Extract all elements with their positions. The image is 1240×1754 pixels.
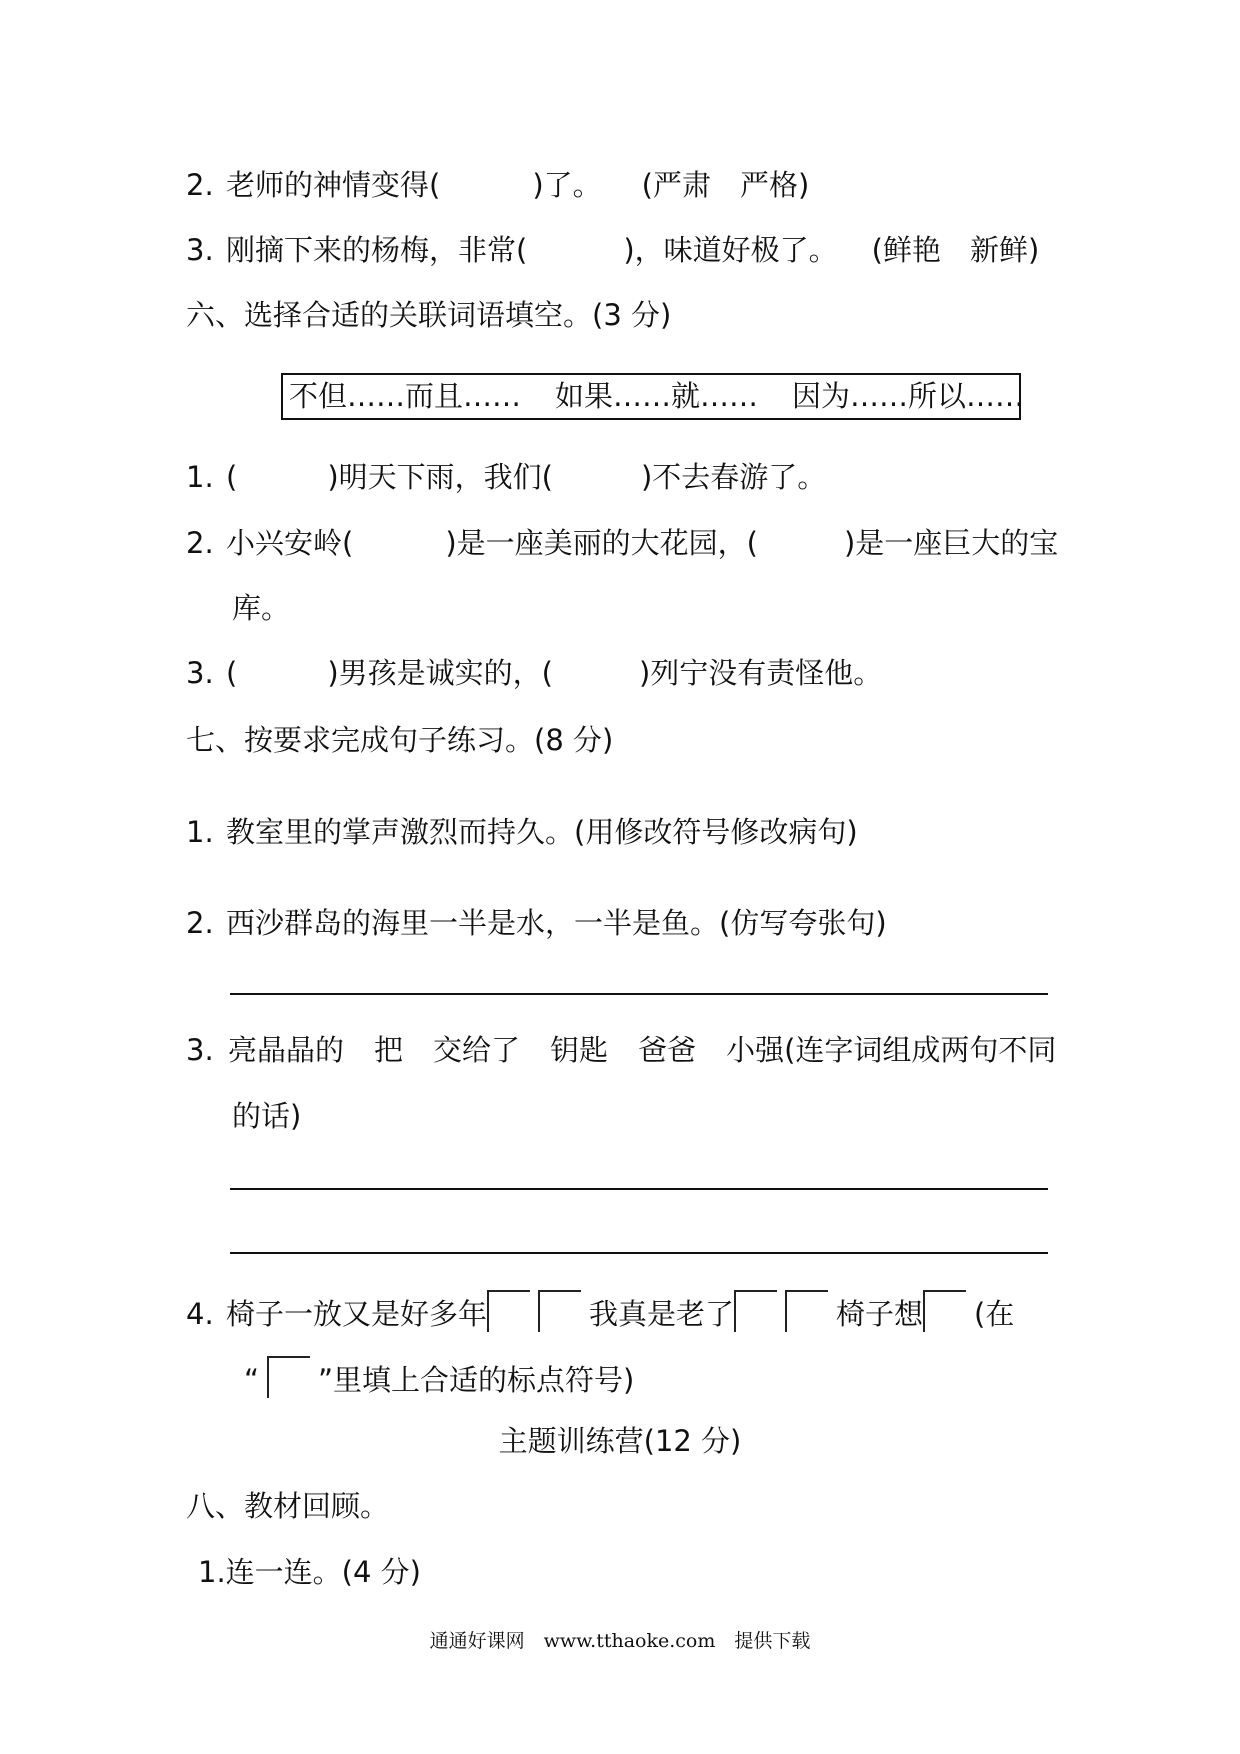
question-instruction: ”里填上合适的标点符号) <box>318 1363 635 1397</box>
question-number: 2. <box>186 906 214 940</box>
s5-question-2 <box>186 165 809 205</box>
question-text: )男孩是诚实的，( <box>327 656 553 690</box>
s6-question-3 <box>186 653 882 693</box>
word-item: 小强 <box>726 1033 785 1067</box>
word-item: 交给了 <box>433 1033 521 1067</box>
question-text: 刚摘下来的杨梅，非常( <box>226 233 528 267</box>
s7-question-1 <box>186 812 858 852</box>
s7-question-3-cont: 的话) <box>232 1099 302 1133</box>
punctuation-box[interactable] <box>538 1290 581 1332</box>
question-number: 1. <box>186 815 214 849</box>
s7-question-2 <box>186 903 887 943</box>
question-text: )了。 <box>532 168 602 202</box>
word-item: 钥匙 <box>550 1033 609 1067</box>
word-bank-item: 如果……就…… <box>555 379 759 413</box>
word-options: (鲜艳 新鲜) <box>871 233 1040 267</box>
question-number: 1. <box>186 460 214 494</box>
word-item: 亮晶晶的 <box>228 1033 345 1067</box>
question-number: 2. <box>186 168 214 202</box>
question-text: ( <box>226 656 238 690</box>
question-instruction: (用修改符号修改病句) <box>574 815 858 849</box>
s8-question-1: 1.连一连。(4 分) <box>198 1555 421 1589</box>
s5-question-3 <box>186 230 1039 270</box>
word-bank-item: 不但……而且…… <box>289 379 522 413</box>
s6-question-1 <box>186 457 826 497</box>
question-text: )不去春游了。 <box>640 460 827 494</box>
question-text: ( <box>226 460 238 494</box>
punctuation-box[interactable] <box>487 1290 530 1332</box>
theme-title: 主题训练营(12 分) <box>498 1424 742 1458</box>
word-item: 爸爸 <box>638 1033 697 1067</box>
question-number: 3. <box>186 656 214 690</box>
question-instruction: (连字词组成两句不同 <box>784 1033 1057 1067</box>
question-text: )列宁没有责怪他。 <box>638 656 883 690</box>
s7-question-4 <box>186 1290 1014 1330</box>
s6-question-2 <box>186 523 1058 563</box>
s7-question-3 <box>186 1030 1056 1070</box>
word-options: (严肃 严格) <box>641 168 810 202</box>
question-number: 4. <box>186 1297 214 1331</box>
answer-line[interactable] <box>230 1252 1048 1254</box>
section-6-title: 六、选择合适的关联词语填空。(3 分) <box>186 298 672 332</box>
question-text: 椅子一放又是好多年 <box>226 1297 488 1331</box>
question-instruction: (仿写夸张句) <box>719 906 887 940</box>
question-text: 我真是老了 <box>589 1297 735 1331</box>
question-text: 小兴安岭( <box>226 526 354 560</box>
punctuation-box[interactable] <box>734 1290 777 1332</box>
s6-question-2-cont: 库。 <box>232 591 291 625</box>
punctuation-box[interactable] <box>785 1290 828 1332</box>
answer-line[interactable] <box>230 1188 1048 1190</box>
quote-mark: “ <box>244 1363 260 1397</box>
question-text: 教室里的掌声激烈而持久。 <box>226 815 575 849</box>
question-text: 西沙群岛的海里一半是水，一半是鱼。 <box>226 906 720 940</box>
question-text: )明天下雨，我们( <box>327 460 553 494</box>
question-number: 3. <box>186 1033 214 1067</box>
section-8-title: 八、教材回顾。 <box>186 1489 390 1523</box>
punctuation-box[interactable] <box>923 1290 966 1332</box>
question-text: )是一座巨大的宝 <box>843 526 1059 560</box>
punctuation-box-example <box>267 1356 310 1398</box>
question-text: )，味道好极了。 <box>623 233 838 267</box>
word-item: 把 <box>374 1033 404 1067</box>
section-7-title: 七、按要求完成句子练习。(8 分) <box>186 723 614 757</box>
page-footer: 通通好课网 www.tthaoke.com 提供下载 <box>429 1630 811 1652</box>
s7-question-4-cont <box>244 1356 634 1396</box>
question-text: )是一座美丽的大花园，( <box>445 526 758 560</box>
word-bank-box <box>281 373 1025 420</box>
question-instruction: (在 <box>974 1297 1015 1331</box>
word-bank-item: 因为……所以…… <box>792 379 1025 413</box>
question-number: 2. <box>186 526 214 560</box>
answer-line[interactable] <box>230 993 1048 995</box>
question-text: 老师的神情变得( <box>226 168 441 202</box>
question-number: 3. <box>186 233 214 267</box>
question-text: 椅子想 <box>836 1297 924 1331</box>
